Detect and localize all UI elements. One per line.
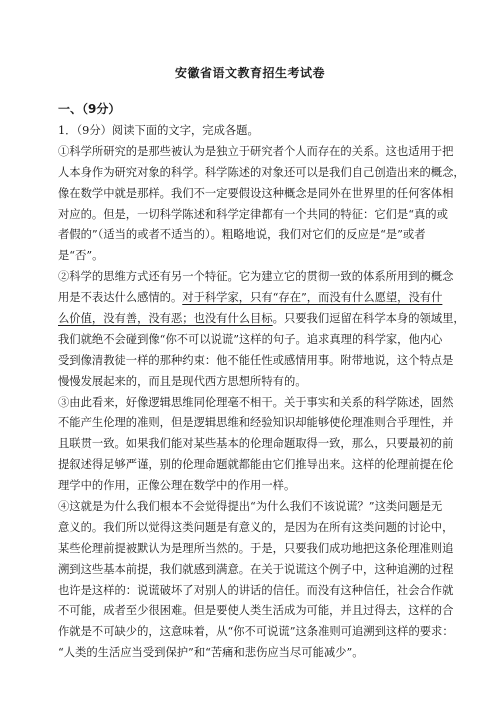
passage-line: 对应的。但是，一切科学陈述和科学定律都有一个共同的特征：它们是“真的或 <box>58 207 448 221</box>
passage-line: 人本身作为研究对象的科学。科学陈述的对象还可以是我们自己创造出来的概念， <box>58 165 465 179</box>
passage-line: 也许是这样的：说谎破坏了对别人的讲话的信任。而没有这种信任，社会合作就 <box>58 583 454 597</box>
passage-line: “人类的生活应当受到保护”和“苦痛和悲伤应当尽可能减少”。 <box>58 646 364 660</box>
passage-line: 我们就绝不会碰到像“你不可以说谎”这样的句子。追求真理的科学家，他内心 <box>58 332 443 346</box>
passage-line: 是“否”。 <box>58 249 104 263</box>
passage-line: 理学中的作用，正像公理在数学中的作用一样。 <box>58 479 296 493</box>
passage-line: 提叙述得足够严谨，别的伦理命题就都能由它们推导出来。这样的伦理前提在伦 <box>58 458 454 472</box>
section-heading: 一、（9分） <box>58 102 121 116</box>
passage-line: 用是不表达什么感情的。对于科学家，只有“存在”，而没有什么愿望，没有什 <box>58 291 443 305</box>
question-stem: 1．（9分）阅读下面的文字，完成各题。 <box>58 124 259 137</box>
passage-line: ②科学的思维方式还有另一个特征。它为建立它的贯彻一致的体系所用到的概念 <box>58 270 454 284</box>
underlined-sentence: 对于科学家，只有“存在”，而没有什么愿望，没有什 <box>182 291 443 305</box>
passage-line: 受到像清教徒一样的那种约束：他不能任性或感情用事。附带地说，这个特点是 <box>58 353 454 367</box>
passage-line: 某些伦理前提被默认为是理所当然的。于是，只要我们成功地把这条伦理准则追 <box>58 541 454 555</box>
passage-line: 慢慢发展起来的，而且是现代西方思想所特有的。 <box>58 374 307 388</box>
passage-line: 不可能，成者至少很困难。但是要使人类生活成为可能，并且过得去，这样的合 <box>58 604 454 618</box>
passage-line: ③由此看来，好像逻辑思维同伦理毫不相干。关于事实和关系的科学陈述，固然 <box>58 395 454 409</box>
passage-line: 作就是不可缺少的，这意味着，从“你不可说谎”这条准则可追溯到这样的要求： <box>58 625 454 639</box>
passage-line: 像在数学中就是那样。我们不一定要假设这种概念是同外在世界里的任何客体相 <box>58 186 454 200</box>
passage-line: 溯到这些基本前提，我们就感到满意。在关于说谎这个例子中，这种追溯的过程 <box>58 562 454 576</box>
passage-line: 者假的”（适当的或者不适当的）。粗略地说，我们对它们的反应是“是”或者 <box>58 228 426 242</box>
exam-title: 安徽省语文教育招生考试卷 <box>174 66 325 80</box>
passage-line: ④这就是为什么我们根本不会觉得提出“为什么我们不该说谎？”这类问题是无 <box>58 500 443 514</box>
passage-line: 且联贯一致。如果我们能对某些基本的伦理命题取得一致，那么，只要最初的前 <box>58 437 454 451</box>
passage-line: 么价值，没有善，没有恶；也没有什么目标。只要我们逗留在科学本身的领域里， <box>58 312 465 326</box>
question-passage <box>58 121 465 664</box>
underlined-sentence: 么价值，没有善，没有恶；也没有什么目标 <box>58 312 273 326</box>
passage-line: 意义的。我们所以觉得这类问题是有意义的，是因为在所有这类问题的讨论中， <box>58 520 454 534</box>
passage-line: ①科学所研究的是那些被认为是独立于研究者个人而存在的关系。这也适用于把 <box>58 144 454 158</box>
passage-line: 不能产生伦理的准则，但是逻辑思维和经验知识却能够使伦理准则合乎理性，并 <box>58 416 454 430</box>
